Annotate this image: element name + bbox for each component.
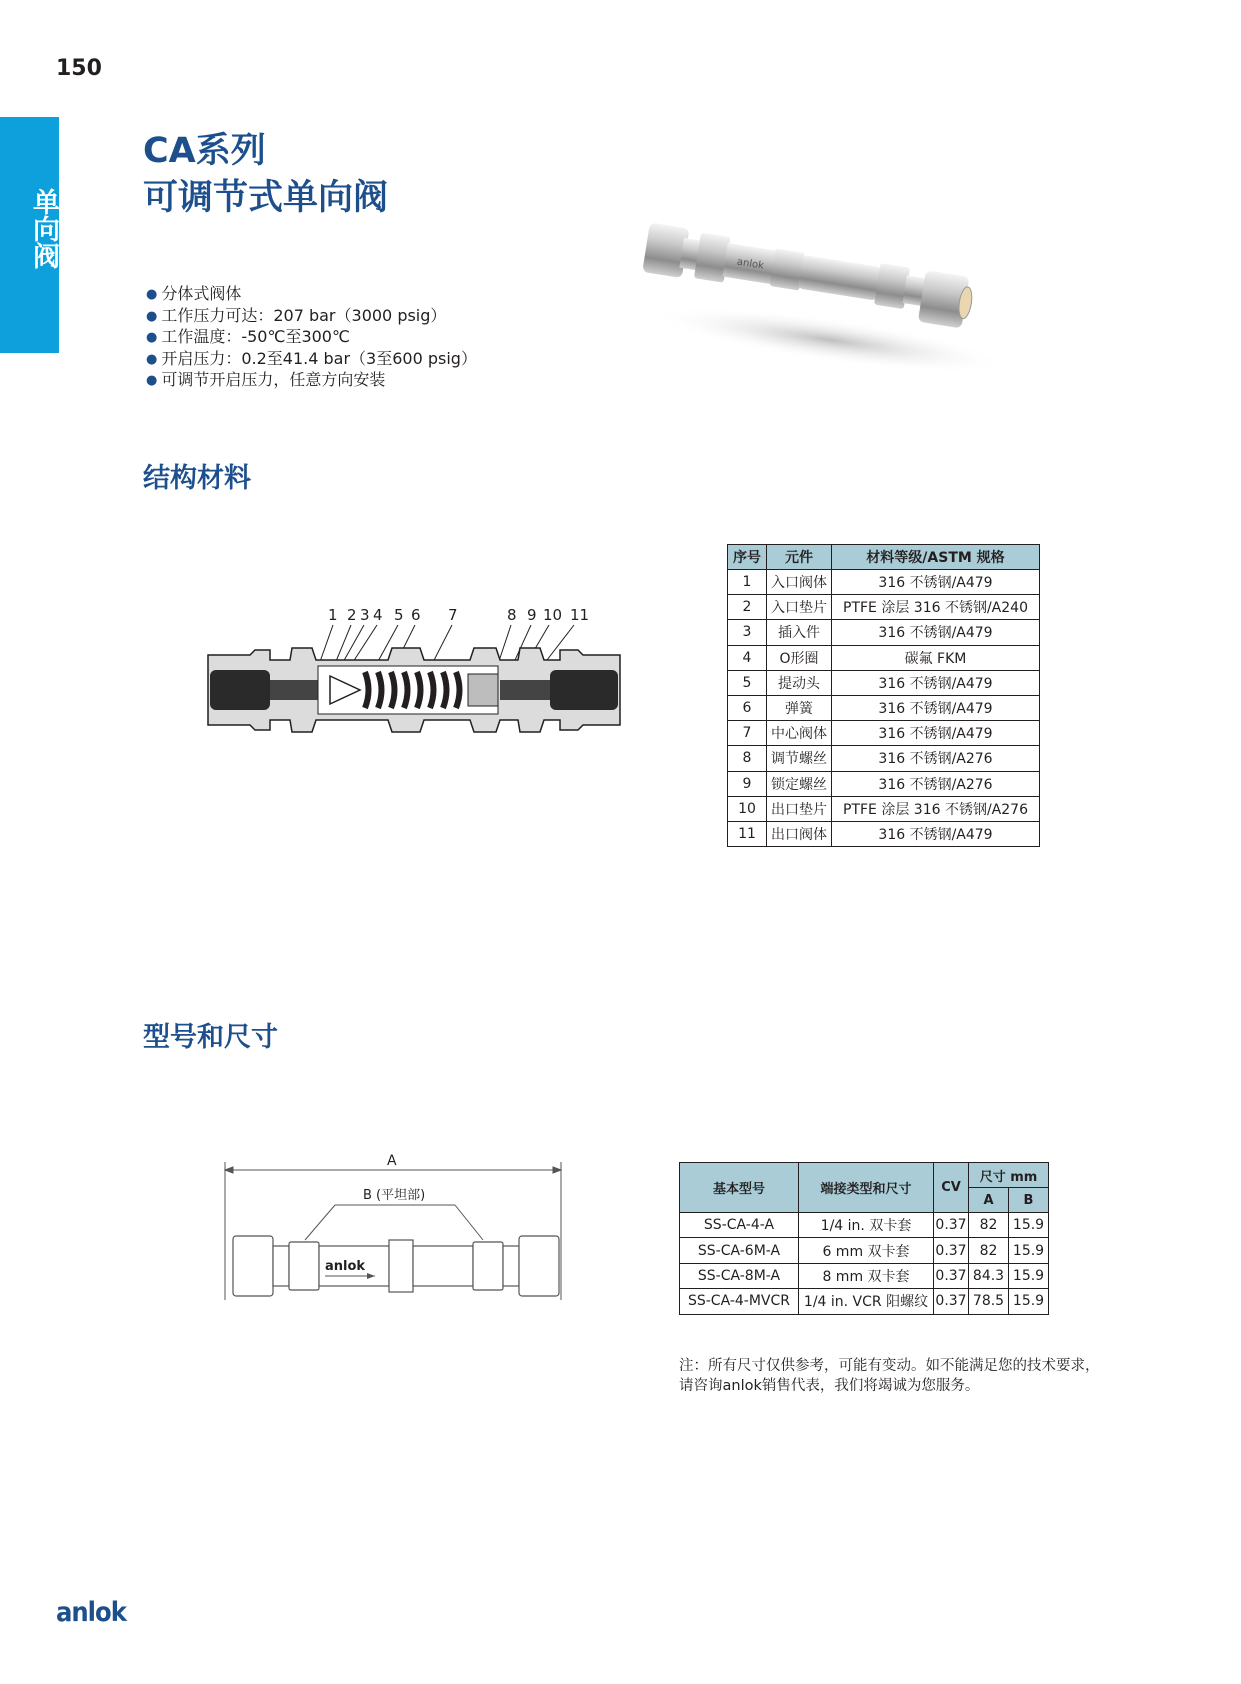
table-cell: 0.37 bbox=[934, 1238, 969, 1263]
table-cell: 316 不锈钢/A479 bbox=[832, 570, 1040, 595]
table-row bbox=[728, 645, 1040, 670]
table-cell: SS-CA-8M-A bbox=[680, 1263, 799, 1288]
table-cell: 提动头 bbox=[767, 670, 832, 695]
brand-logo: anlok bbox=[56, 1597, 126, 1628]
table-cell: 0.37 bbox=[934, 1289, 969, 1314]
table-cell: 7 bbox=[728, 721, 767, 746]
page-number: 150 bbox=[56, 56, 102, 81]
callout-label: 6 bbox=[411, 606, 421, 624]
table-header-row bbox=[680, 1163, 1049, 1188]
table-cell: PTFE 涂层 316 不锈钢/A276 bbox=[832, 796, 1040, 821]
table-cell: 8 bbox=[728, 746, 767, 771]
drawing-brand: anlok bbox=[325, 1259, 366, 1274]
callout-label: 8 bbox=[507, 606, 517, 624]
table-cell: SS-CA-4-MVCR bbox=[680, 1289, 799, 1314]
callout-label: 5 bbox=[394, 606, 404, 624]
feature-item: ● 分体式阀体 bbox=[146, 284, 477, 306]
feature-item: ● 可调节开启压力，任意方向安装 bbox=[146, 370, 477, 392]
callout-label: 9 bbox=[527, 606, 537, 624]
table-cell: 15.9 bbox=[1009, 1213, 1049, 1238]
models-table bbox=[679, 1162, 1049, 1315]
table-row bbox=[728, 796, 1040, 821]
table-cell: 锁定螺丝 bbox=[767, 771, 832, 796]
callout-label: 10 bbox=[543, 606, 563, 624]
col-header: 端接类型和尺寸 bbox=[799, 1163, 934, 1213]
table-cell: 82 bbox=[969, 1238, 1009, 1263]
table-cell: 316 不锈钢/A479 bbox=[832, 620, 1040, 645]
table-cell: SS-CA-4-A bbox=[680, 1213, 799, 1238]
table-cell: 出口阀体 bbox=[767, 821, 832, 846]
dimension-drawing bbox=[215, 1150, 575, 1310]
table-cell: 6 mm 双卡套 bbox=[799, 1238, 934, 1263]
table-cell: 1 bbox=[728, 570, 767, 595]
table-cell: 1/4 in. 双卡套 bbox=[799, 1213, 934, 1238]
col-header: B bbox=[1009, 1188, 1049, 1213]
table-cell: 15.9 bbox=[1009, 1289, 1049, 1314]
footnote bbox=[679, 1356, 1119, 1396]
callout-label: 1 bbox=[328, 606, 338, 624]
materials-table bbox=[727, 544, 1040, 847]
table-cell: 84.3 bbox=[969, 1263, 1009, 1288]
table-cell: 15.9 bbox=[1009, 1238, 1049, 1263]
feature-item: ● 工作温度：-50℃至300℃ bbox=[146, 327, 477, 349]
table-cell: 0.37 bbox=[934, 1213, 969, 1238]
models-heading: 型号和尺寸 bbox=[143, 1022, 278, 1053]
footnote-line: 注：所有尺寸仅供参考，可能有变动。如不能满足您的技术要求， bbox=[679, 1358, 1100, 1374]
table-row bbox=[680, 1213, 1049, 1238]
table-row bbox=[680, 1238, 1049, 1263]
table-row bbox=[728, 746, 1040, 771]
feature-item: ● 开启压力：0.2至41.4 bar（3至600 psig） bbox=[146, 349, 477, 371]
table-row bbox=[728, 721, 1040, 746]
cross-section-diagram bbox=[200, 600, 660, 770]
table-cell: 出口垫片 bbox=[767, 796, 832, 821]
callout-label: 2 bbox=[347, 606, 357, 624]
col-header: 尺寸 mm bbox=[969, 1163, 1049, 1188]
table-cell: 入口阀体 bbox=[767, 570, 832, 595]
col-header: 序号 bbox=[728, 545, 767, 570]
col-header: 基本型号 bbox=[680, 1163, 799, 1213]
table-row bbox=[680, 1289, 1049, 1314]
col-header: 材料等级/ASTM 规格 bbox=[832, 545, 1040, 570]
col-header: CV bbox=[934, 1163, 969, 1213]
table-cell: 316 不锈钢/A479 bbox=[832, 695, 1040, 720]
table-cell: 1/4 in. VCR 阳螺纹 bbox=[799, 1289, 934, 1314]
col-header: 元件 bbox=[767, 545, 832, 570]
table-cell: PTFE 涂层 316 不锈钢/A240 bbox=[832, 595, 1040, 620]
table-cell: 碳氟 FKM bbox=[832, 645, 1040, 670]
materials-heading: 结构材料 bbox=[143, 463, 251, 494]
table-header-row bbox=[728, 545, 1040, 570]
table-row bbox=[728, 620, 1040, 645]
callout-label: 3 bbox=[360, 606, 370, 624]
page-title: CA系列 bbox=[143, 131, 266, 171]
table-cell: 5 bbox=[728, 670, 767, 695]
table-cell: 316 不锈钢/A276 bbox=[832, 746, 1040, 771]
photo-engraving: anlok bbox=[736, 256, 765, 272]
footnote-line: 请咨询anlok销售代表，我们将竭诚为您服务。 bbox=[679, 1378, 980, 1394]
table-row bbox=[728, 695, 1040, 720]
side-tab-label: 单向阀 bbox=[28, 188, 59, 269]
table-cell: 8 mm 双卡套 bbox=[799, 1263, 934, 1288]
table-row bbox=[728, 670, 1040, 695]
table-cell: 插入件 bbox=[767, 620, 832, 645]
table-cell: 4 bbox=[728, 645, 767, 670]
table-cell: 316 不锈钢/A479 bbox=[832, 721, 1040, 746]
table-cell: SS-CA-6M-A bbox=[680, 1238, 799, 1263]
table-cell: 316 不锈钢/A479 bbox=[832, 821, 1040, 846]
table-cell: 15.9 bbox=[1009, 1263, 1049, 1288]
table-cell: 9 bbox=[728, 771, 767, 796]
feature-list bbox=[146, 284, 477, 392]
table-row bbox=[728, 771, 1040, 796]
table-cell: 82 bbox=[969, 1213, 1009, 1238]
table-cell: 10 bbox=[728, 796, 767, 821]
table-cell: 3 bbox=[728, 620, 767, 645]
feature-item: ● 工作压力可达：207 bar（3000 psig） bbox=[146, 306, 477, 328]
col-header: A bbox=[969, 1188, 1009, 1213]
page-subtitle: 可调节式单向阀 bbox=[143, 178, 389, 218]
table-row bbox=[728, 570, 1040, 595]
table-cell: 弹簧 bbox=[767, 695, 832, 720]
table-cell: 中心阀体 bbox=[767, 721, 832, 746]
table-cell: 调节螺丝 bbox=[767, 746, 832, 771]
table-cell: 2 bbox=[728, 595, 767, 620]
dimension-b-label: B (平坦部) bbox=[363, 1188, 426, 1203]
table-row bbox=[728, 821, 1040, 846]
product-photo bbox=[620, 220, 1010, 380]
table-row bbox=[728, 595, 1040, 620]
table-cell: 0.37 bbox=[934, 1263, 969, 1288]
dimension-a-label: A bbox=[387, 1153, 397, 1169]
table-row bbox=[680, 1263, 1049, 1288]
table-cell: 入口垫片 bbox=[767, 595, 832, 620]
callout-label: 11 bbox=[570, 606, 590, 624]
table-cell: 316 不锈钢/A479 bbox=[832, 670, 1040, 695]
callout-label: 7 bbox=[448, 606, 458, 624]
table-cell: 78.5 bbox=[969, 1289, 1009, 1314]
table-cell: O形圈 bbox=[767, 645, 832, 670]
callout-label: 4 bbox=[373, 606, 383, 624]
table-cell: 6 bbox=[728, 695, 767, 720]
table-cell: 316 不锈钢/A276 bbox=[832, 771, 1040, 796]
table-cell: 11 bbox=[728, 821, 767, 846]
